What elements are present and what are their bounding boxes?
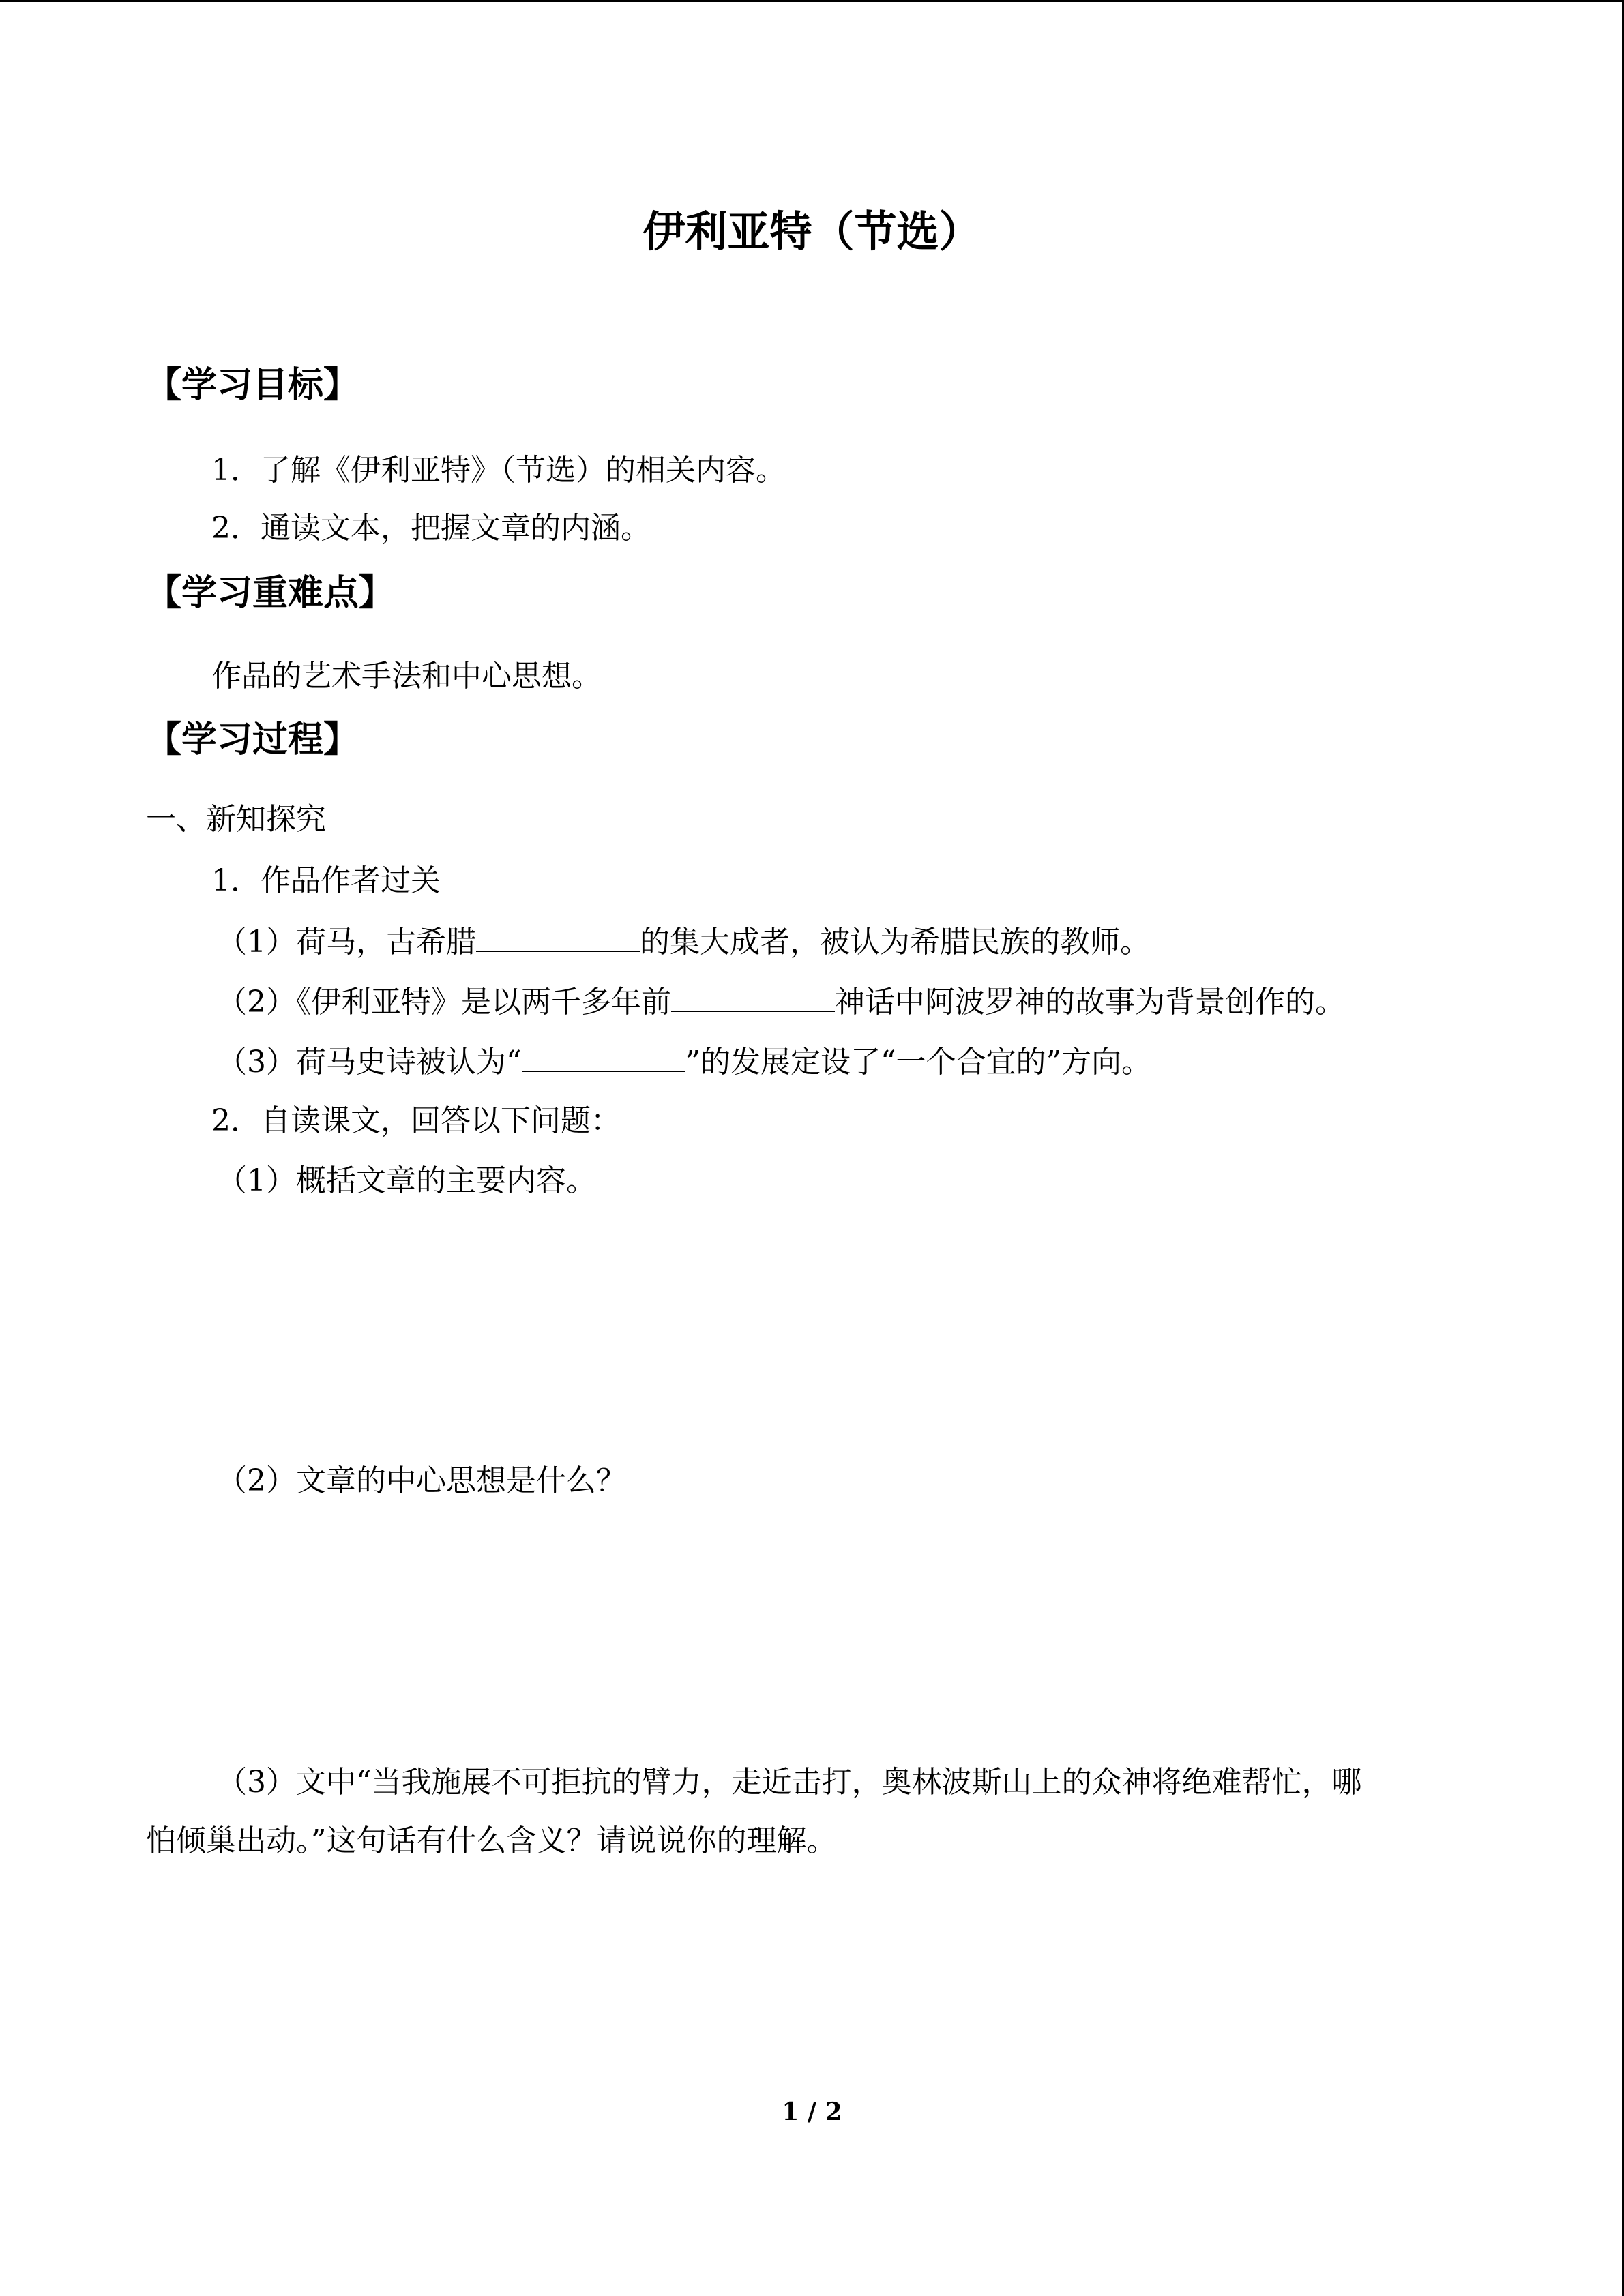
part-one-label: 一、新知探究: [146, 802, 326, 837]
question-1-3-after: ”的发展定设了“一个合宜的”方向。: [685, 1045, 1151, 1079]
heading-objectives: 【学习目标】: [146, 364, 359, 406]
heading-key-points: 【学习重难点】: [146, 572, 395, 614]
question-2-2: （2）文章的中心思想是什么？: [217, 1463, 626, 1498]
question-1-1-before: （1）荷马，古希腊: [217, 925, 476, 959]
fill-blank-1-3[interactable]: [522, 1041, 685, 1072]
question-2-label: 2．自读课文，回答以下问题：: [211, 1103, 621, 1138]
question-1-label: 1．作品作者过关: [211, 863, 441, 898]
page-title: 伊利亚特（节选）: [643, 207, 981, 256]
question-1-2: [217, 981, 1345, 1023]
key-points-text: 作品的艺术手法和中心思想。: [211, 659, 602, 694]
question-1-1-after: 的集大成者，被认为希腊民族的教师。: [640, 925, 1150, 959]
heading-process: 【学习过程】: [146, 719, 359, 760]
question-1-2-after: 神话中阿波罗神的故事为背景创作的。: [835, 985, 1345, 1019]
question-1-1: [217, 921, 1150, 963]
fill-blank-1-2[interactable]: [671, 981, 835, 1012]
objective-item-2: 2．通读文本，把握文章的内涵。: [211, 511, 651, 546]
objective-item-1: 1．了解《伊利亚特》（节选）的相关内容。: [211, 453, 786, 488]
question-1-3: [217, 1041, 1151, 1083]
question-1-3-before: （3）荷马史诗被认为“: [217, 1045, 522, 1079]
question-1-2-before: （2）《伊利亚特》是以两千多年前: [217, 985, 671, 1019]
page-top-border: [0, 0, 1624, 2]
page-number: 1 / 2: [782, 2098, 842, 2126]
fill-blank-1-1[interactable]: [476, 921, 640, 952]
question-2-3-line-1: （3）文中“当我施展不可拒抗的臂力，走近击打，奥林波斯山上的众神将绝难帮忙，哪: [217, 1765, 1362, 1800]
question-2-1: （1）概括文章的主要内容。: [217, 1163, 596, 1198]
question-2-3-line-2: 怕倾巢出动。”这句话有什么含义？请说说你的理解。: [146, 1823, 837, 1858]
